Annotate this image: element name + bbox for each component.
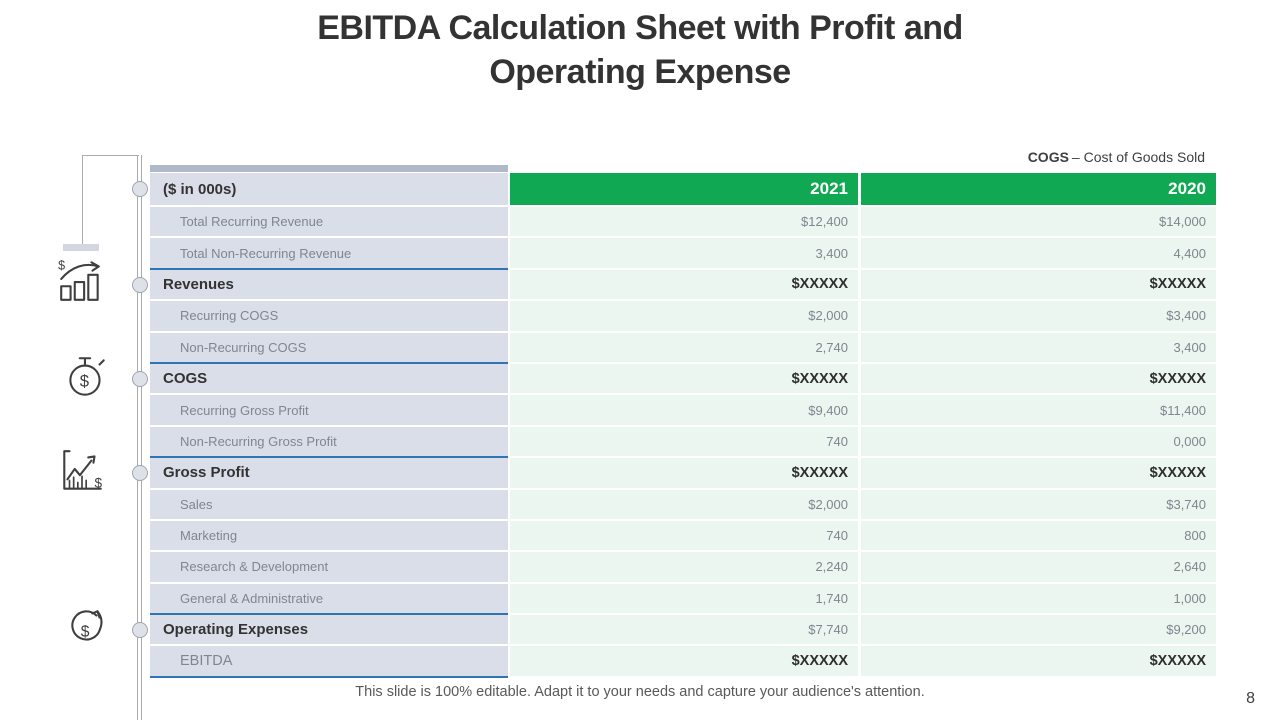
table-row: [150, 490, 1218, 521]
timeline-dot: [132, 181, 148, 197]
row-label: Recurring Gross Profit: [150, 395, 508, 426]
value-2021: $2,000: [808, 308, 848, 324]
row-label: EBITDA: [150, 646, 508, 677]
timeline-dot: [132, 622, 148, 638]
table-row: [150, 270, 1218, 301]
value-2020: 0,000: [1173, 433, 1206, 449]
timeline-dot: [132, 465, 148, 481]
table-corner-label: ($ in 000s): [150, 173, 508, 207]
value-2020: $3,400: [1166, 308, 1206, 324]
value-2021: 740: [826, 433, 848, 449]
value-2020: 3,400: [1173, 339, 1206, 355]
svg-text:$: $: [79, 371, 90, 391]
value-2021: $XXXXX: [791, 653, 848, 670]
value-2020: 2,640: [1173, 559, 1206, 575]
growth-bar-chart-icon: [56, 255, 106, 305]
page-title: EBITDA Calculation Sheet with Profit and Operating Expense: [317, 9, 963, 91]
row-label: Non-Recurring Gross Profit: [150, 427, 508, 458]
value-2020: $XXXXX: [1149, 653, 1206, 670]
ebitda-table: [150, 165, 1218, 678]
table-row: [150, 615, 1218, 646]
table-row: [150, 646, 1218, 677]
svg-text:$: $: [94, 475, 103, 491]
column-header-2020: 2020: [861, 173, 1216, 207]
row-label: General & Administrative: [150, 584, 508, 615]
table-row: [150, 207, 1218, 238]
table-row: [150, 458, 1218, 489]
cogs-legend-definition: – Cost of Goods Sold: [1071, 149, 1205, 165]
svg-text:$: $: [58, 258, 66, 273]
value-2020: $9,200: [1166, 622, 1206, 638]
table-row: [150, 552, 1218, 583]
value-2020: 800: [1184, 528, 1206, 544]
table-row: [150, 301, 1218, 332]
timeline-dot: [132, 371, 148, 387]
table-row: [150, 427, 1218, 458]
table-header-row: [150, 173, 1218, 207]
table-cap-strip: [150, 165, 508, 172]
bracket-base-bar: [63, 244, 99, 251]
footer-note: This slide is 100% editable. Adapt it to your needs and capture your audience's attention.: [355, 684, 925, 700]
value-2021: 3,400: [815, 245, 848, 261]
row-label: Total Recurring Revenue: [150, 207, 508, 238]
value-2021: 740: [826, 528, 848, 544]
value-2020: $XXXXX: [1149, 464, 1206, 481]
svg-text:$: $: [80, 623, 90, 641]
bracket-vertical-line: [82, 155, 83, 245]
row-label: Recurring COGS: [150, 301, 508, 332]
graph-dollar-icon: [57, 446, 107, 496]
value-2020: $11,400: [1159, 402, 1206, 418]
value-2020: 1,000: [1173, 590, 1206, 606]
value-2021: 2,240: [815, 559, 848, 575]
value-2021: $XXXXX: [791, 276, 848, 293]
value-2020: $XXXXX: [1149, 370, 1206, 387]
value-2021: $7,740: [808, 622, 848, 638]
timeline-dot: [132, 277, 148, 293]
dollar-cycle-icon: [62, 603, 112, 653]
row-label: Non-Recurring COGS: [150, 333, 508, 364]
cogs-legend-term: COGS: [1027, 149, 1069, 165]
page-number: 8: [1246, 690, 1255, 707]
table-row: [150, 584, 1218, 615]
value-2021: $XXXXX: [791, 370, 848, 387]
table-row: [150, 521, 1218, 552]
value-2021: 2,740: [815, 339, 848, 355]
value-2021: $XXXXX: [791, 464, 848, 481]
row-label: Research & Development: [150, 552, 508, 583]
value-2021: $12,400: [801, 214, 848, 230]
value-2020: $XXXXX: [1149, 276, 1206, 293]
row-label: COGS: [150, 364, 508, 395]
cogs-legend: [1028, 149, 1205, 165]
row-label: Marketing: [150, 521, 508, 552]
bracket-horizontal-line: [82, 155, 139, 156]
table-row: [150, 238, 1218, 269]
value-2020: 4,400: [1173, 245, 1206, 261]
row-label: Gross Profit: [150, 458, 508, 489]
value-2021: 1,740: [815, 590, 848, 606]
value-2021: $2,000: [808, 496, 848, 512]
value-2021: $9,400: [808, 402, 848, 418]
column-header-2021: 2021: [510, 173, 858, 207]
stopwatch-dollar-icon: [61, 352, 111, 402]
table-row: [150, 395, 1218, 426]
row-label: Total Non-Recurring Revenue: [150, 238, 508, 269]
row-label: Sales: [150, 490, 508, 521]
row-label: Revenues: [150, 270, 508, 301]
table-row: [150, 364, 1218, 395]
value-2020: $3,740: [1166, 496, 1206, 512]
table-row: [150, 333, 1218, 364]
value-2020: $14,000: [1159, 214, 1206, 230]
row-label: Operating Expenses: [150, 615, 508, 646]
